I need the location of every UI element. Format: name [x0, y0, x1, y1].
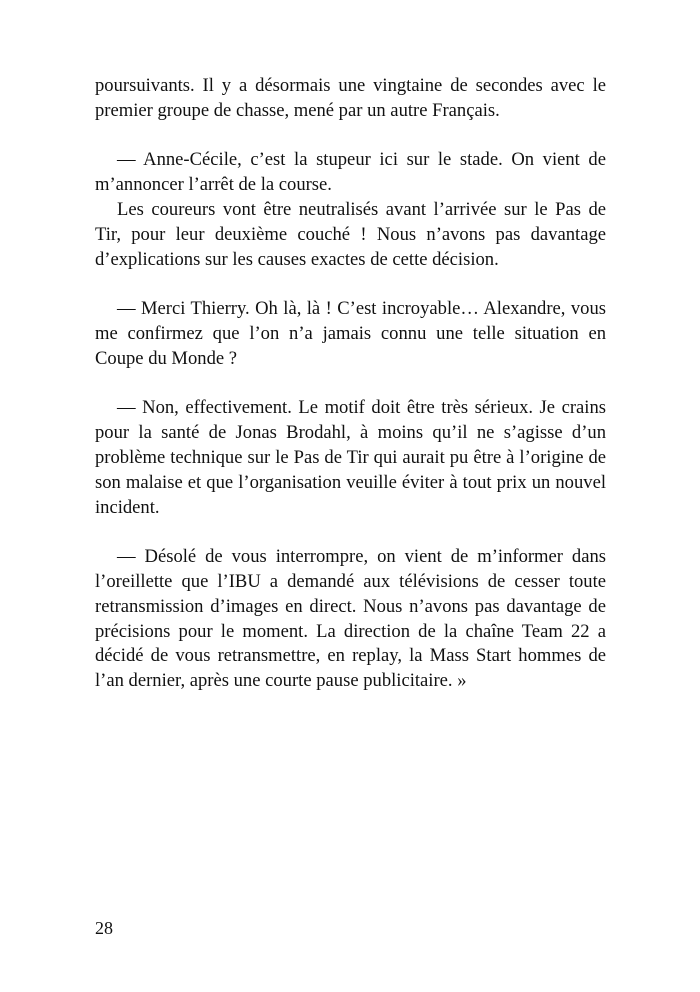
paragraph-continuation: poursuivants. Il y a désormais une vingtaine de secondes avec le premier groupe de chasse, mené par un autre Français.: [95, 75, 606, 121]
paragraph-dialogue-desole: — Désolé de vous interrompre, on vient de m’informer dans l’oreillette que l’IBU a demandé aux télévisions de cesser toute retransmission d’images en direct. Nous n’avons pas davantage de précisions pour le moment. La direction de la chaîne Team 22 a décidé de vous retransmettre, en replay, la Mass Start hommes de l’an dernier, après une courte pause publicitaire. »: [95, 546, 606, 692]
paragraph-neutralisation: Les coureurs vont être neutralisés avant l’arrivée sur le Pas de Tir, pour leur deuxième couché ! Nous n’avons pas davantage d’explications sur les causes exactes de cette décision.: [95, 198, 606, 270]
page-number: 28: [95, 918, 113, 938]
paragraph-dialogue-anne-cecile: — Anne-Cécile, c’est la stupeur ici sur le stade. On vient de m’annoncer l’arrêt de la course.: [95, 149, 606, 196]
body-text: [95, 74, 606, 694]
paragraph-dialogue-merci-thierry: — Merci Thierry. Oh là, là ! C’est incroyable… Alexandre, vous me confirmez que l’on n’a jamais connu une telle situation en Coupe du Monde ?: [95, 298, 606, 369]
paragraph-dialogue-non-effectivement: — Non, effectivement. Le motif doit être très sérieux. Je crains pour la santé de Jonas Brodahl, à moins qu’il ne s’agisse d’un problème technique sur le Pas de Tir qui aurait pu être à l’origine de son malaise et que l’organisation veuille éviter à tout prix un nouvel incident.: [95, 397, 606, 518]
